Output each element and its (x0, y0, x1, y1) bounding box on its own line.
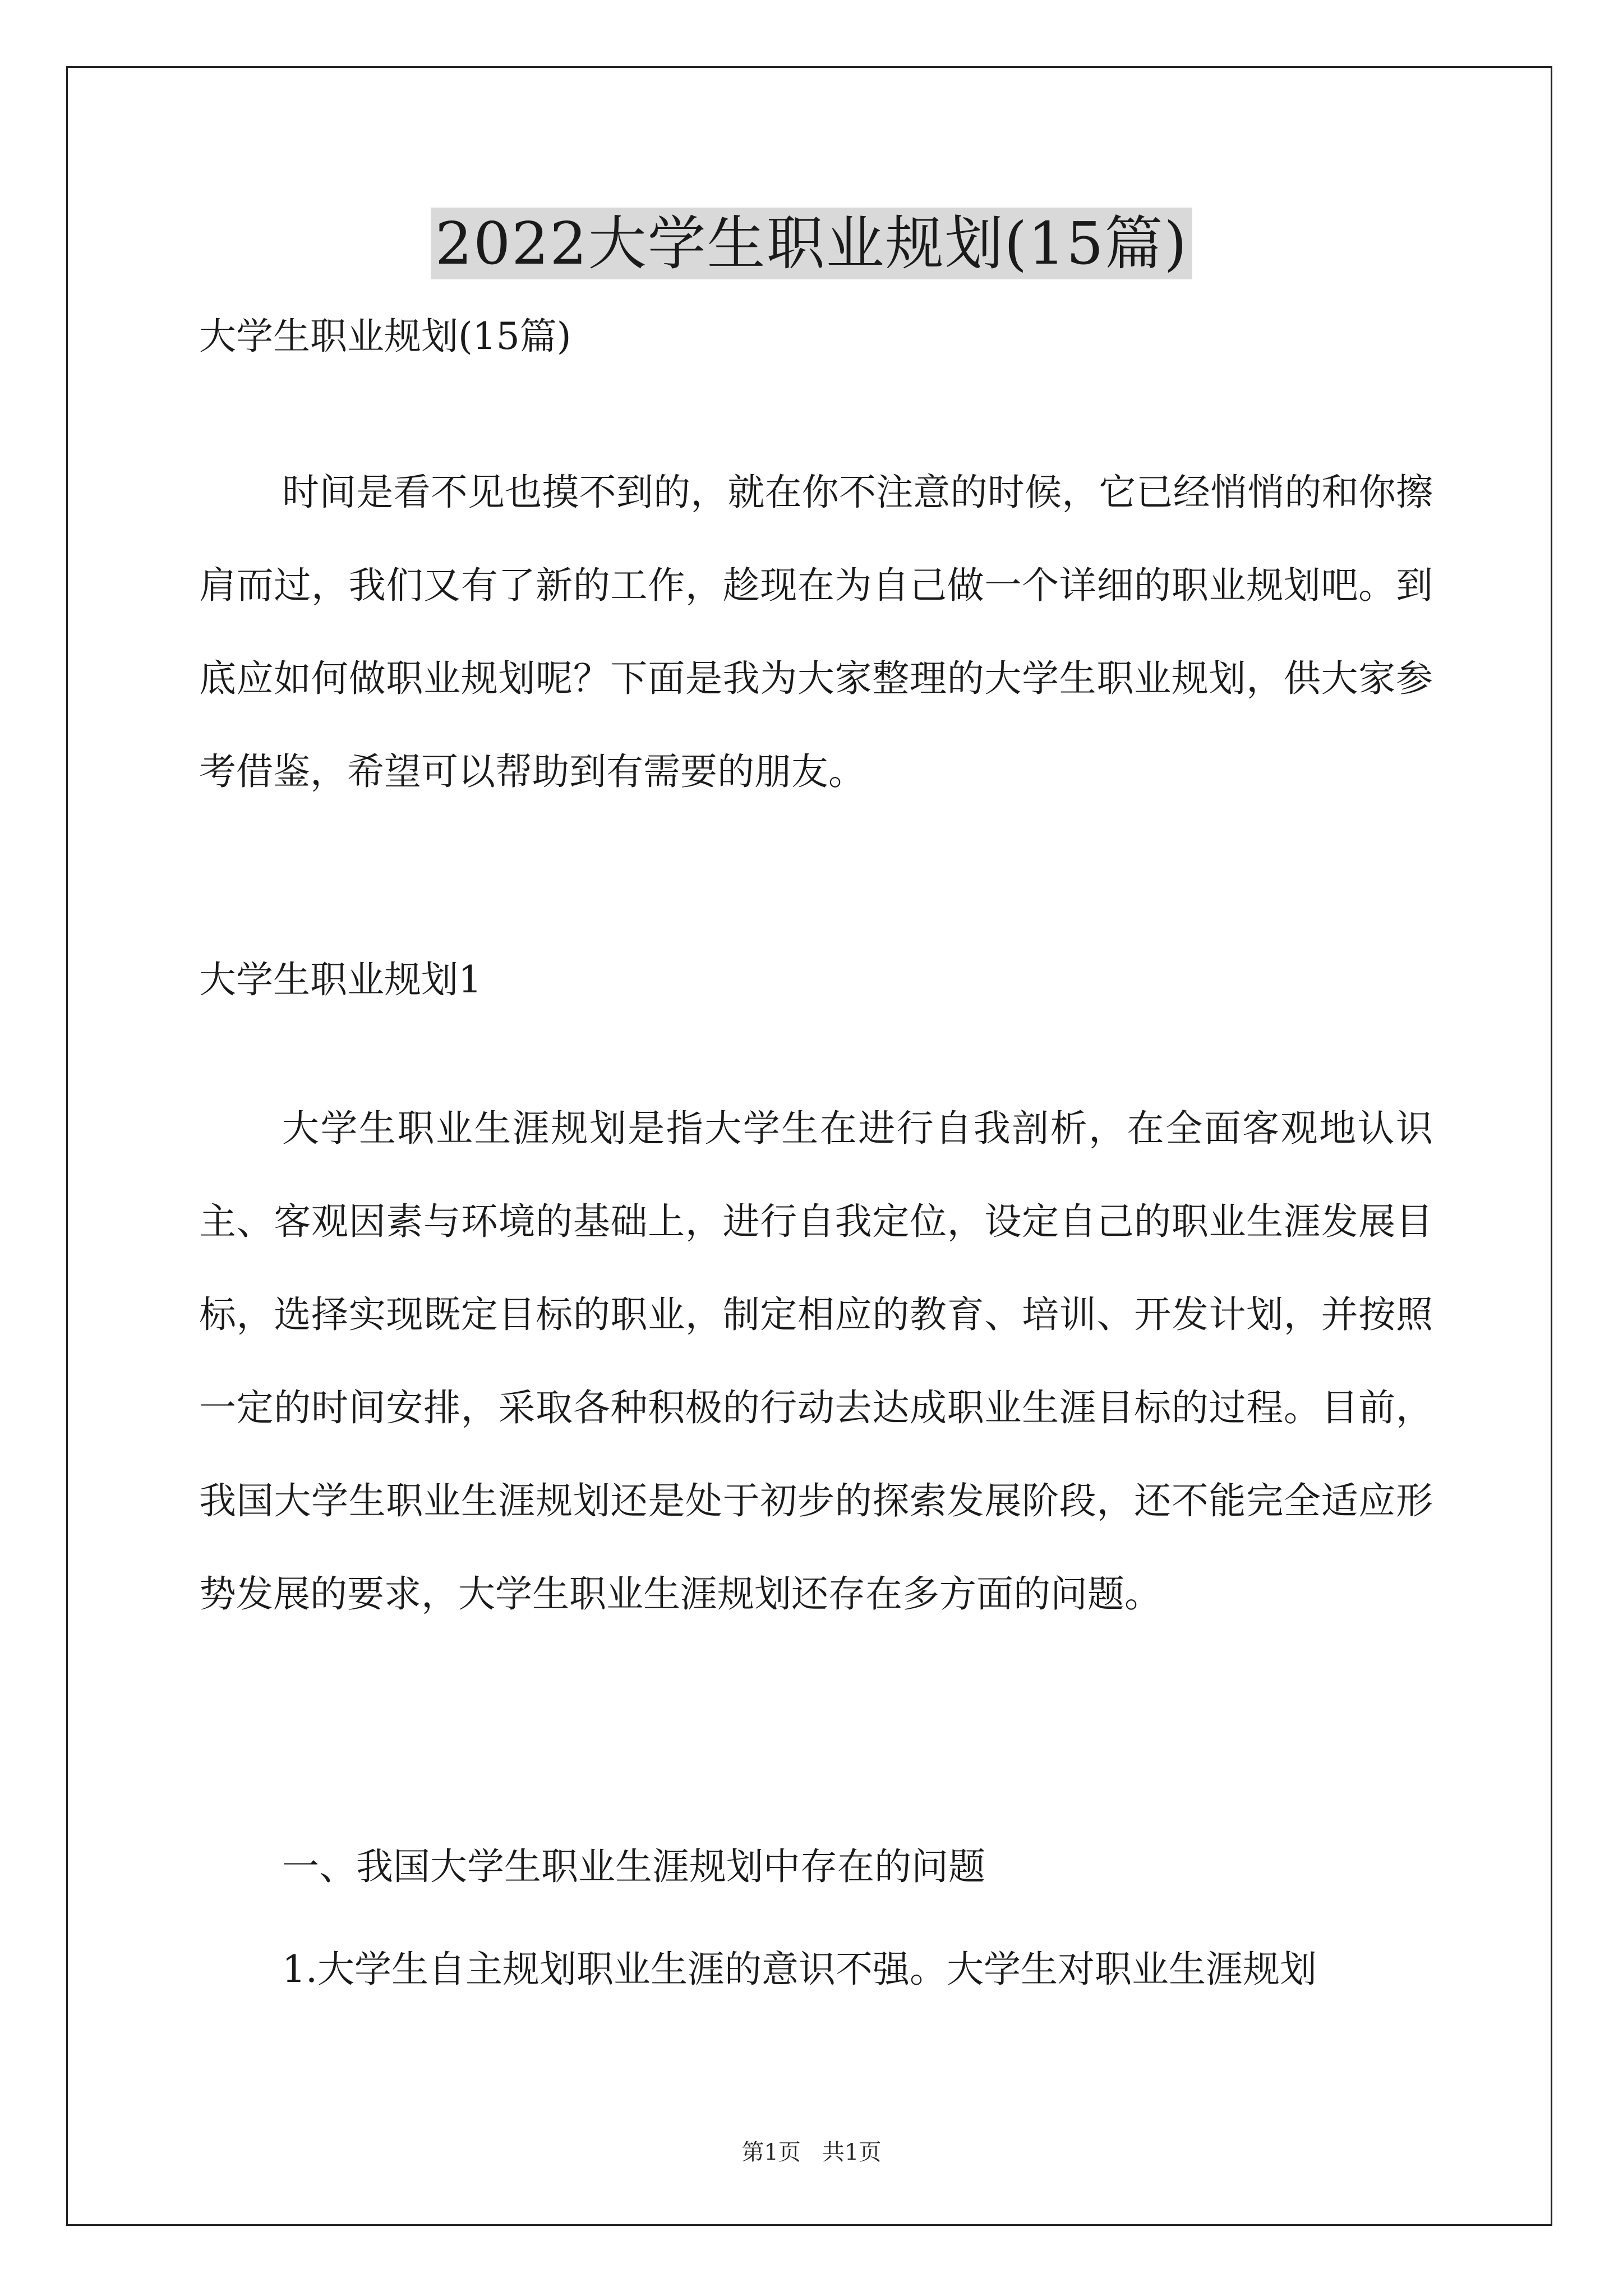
section-paragraph[interactable]: 大学生职业生涯规划是指大学生在进行自我剖析，在全面客观地认识主、客观因素与环境的基础上，进行自我定位，设定自己的职业生涯发展目标，选择实现既定目标的职业，制定相应的教育、培训、开发计划，并按照一定的时间安排，采取各种积极的行动去达成职业生涯目标的过程。目前，我国大学生职业生涯规划还是处于初步的探索发展阶段，还不能完全适应形势发展的要求，大学生职业生涯规划还存在多方面的问题。 (199, 1107, 1433, 1616)
section-heading[interactable]: 大学生职业规划1 (199, 958, 482, 1001)
problem-subheading[interactable]: 一、我国大学生职业生涯规划中存在的问题 (282, 1845, 985, 1888)
intro-paragraph[interactable]: 时间是看不见也摸不到的，就在你不注意的时候，它已经悄悄的和你擦肩而过，我们又有了新的工作，趁现在为自己做一个详细的职业规划吧。到底应如何做职业规划呢？下面是我为大家整理的大学生职业规划，供大家参考借鉴，希望可以帮助到有需要的朋友。 (199, 471, 1433, 793)
document-subtitle[interactable]: 大学生职业规划(15篇) (199, 315, 571, 358)
title-container (0, 208, 1623, 279)
point-1-text[interactable]: 1.大学生自主规划职业生涯的意识不强。大学生对职业生涯规划 (282, 1948, 1317, 1991)
document-title[interactable]: 2022大学生职业规划(15篇) (431, 208, 1192, 279)
page-footer: 第1页 共1页 (741, 2139, 882, 2165)
